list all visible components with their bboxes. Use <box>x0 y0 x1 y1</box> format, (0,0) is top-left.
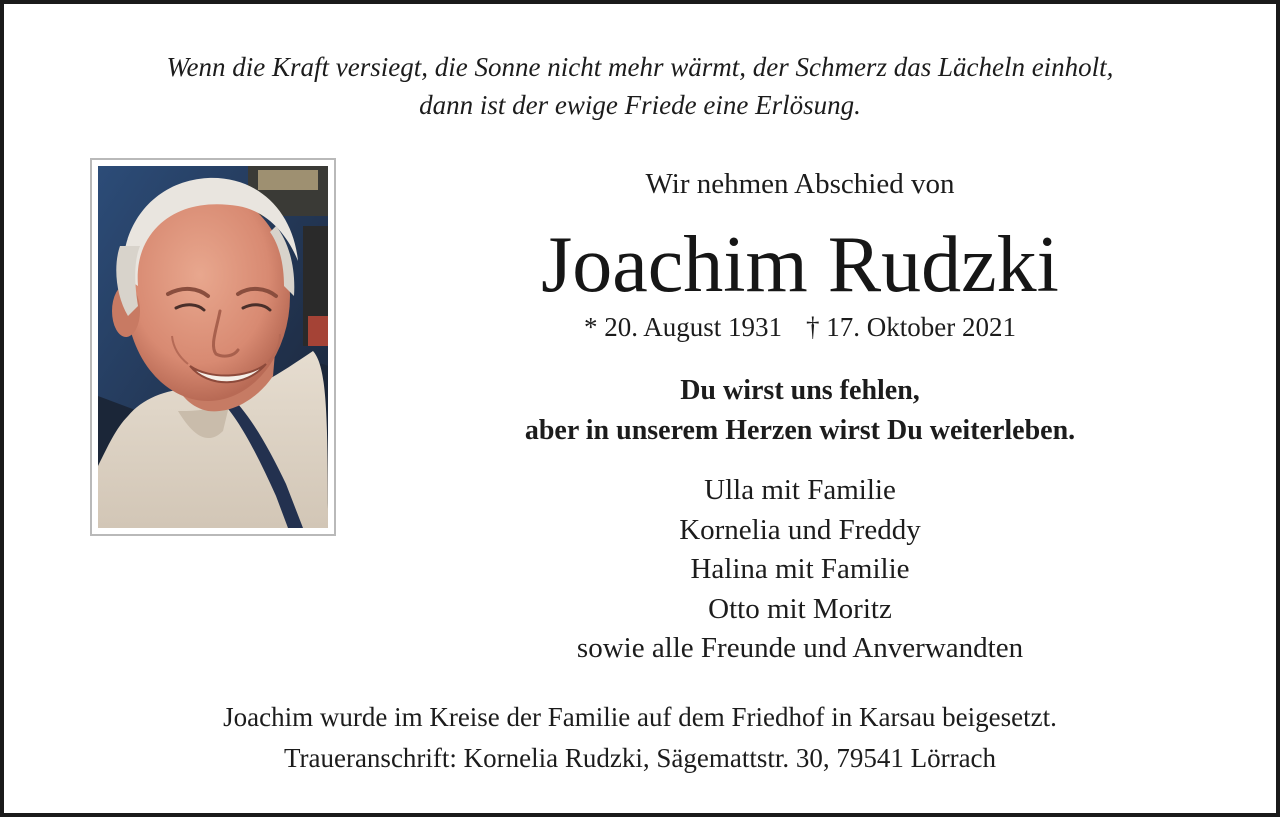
footer <box>4 697 1276 779</box>
birth-date: * 20. August 1931 <box>583 312 783 342</box>
life-dates <box>400 308 1200 346</box>
mourner-entry: sowie alle Freunde und Anverwandten <box>576 632 1024 664</box>
motto-line-2: dann ist der ewige Friede eine Erlösung. <box>419 90 861 120</box>
death-date: † 17. Oktober 2021 <box>806 312 1016 342</box>
condolence-address: Traueranschrift: Kornelia Rudzki, Sägemattstr. 30, 79541 Lörrach <box>283 743 997 773</box>
farewell-intro: Wir nehmen Abschied von <box>645 168 955 200</box>
memorial-quote <box>400 371 1200 451</box>
mourner-entry: Halina mit Familie <box>690 553 910 585</box>
portrait-photo-frame <box>90 158 336 536</box>
portrait-photo <box>98 166 328 528</box>
mourner-entry: Kornelia und Freddy <box>679 513 921 546</box>
mourners-list <box>400 471 1200 669</box>
mourner-entry: Otto mit Moritz <box>708 592 892 625</box>
quote-line-1: Du wirst uns fehlen, <box>680 375 920 406</box>
mourner-entry: Ulla mit Familie <box>704 474 896 506</box>
deceased-name: Joachim Rudzki <box>541 221 1059 309</box>
burial-notice: Joachim wurde im Kreise der Familie auf dem Friedhof in Karsau beigesetzt. <box>223 702 1057 732</box>
motto <box>4 48 1276 124</box>
quote-line-2: aber in unserem Herzen wirst Du weiterleben. <box>524 415 1076 446</box>
motto-line-1: Wenn die Kraft versiegt, die Sonne nicht mehr wärmt, der Schmerz das Lächeln einholt, <box>166 52 1114 82</box>
